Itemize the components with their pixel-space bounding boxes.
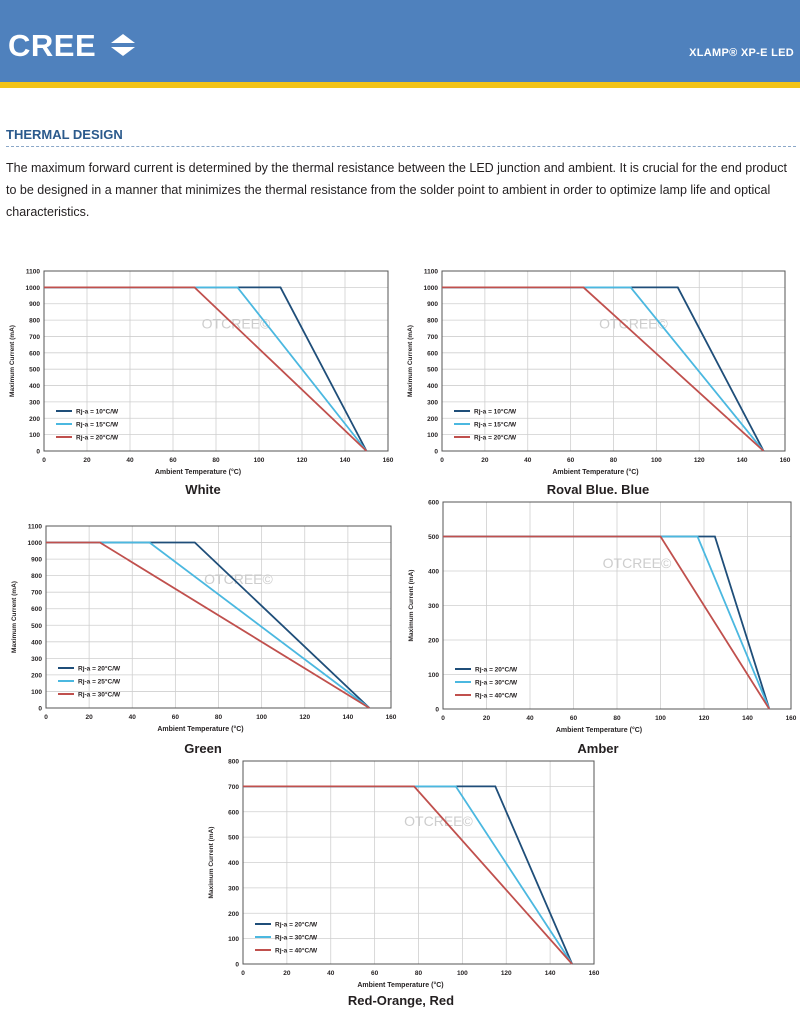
x-tick-label: 160 (779, 457, 791, 464)
caption-green: Green (184, 741, 222, 756)
x-tick-label: 80 (609, 457, 618, 464)
legend-label-3: Rj-a = 30°C/W (78, 691, 121, 699)
y-tick-label: 900 (427, 301, 438, 309)
x-tick-label: 140 (544, 970, 556, 977)
caption-amber: Amber (577, 741, 619, 756)
caption-royal-blue: Roval Blue. Blue (546, 482, 650, 497)
x-tick-label: 20 (283, 970, 291, 977)
y-tick-label: 100 (427, 432, 438, 440)
y-tick-label: 0 (434, 448, 438, 456)
x-tick-label: 160 (588, 970, 600, 977)
watermark: OTCREE© (404, 812, 473, 829)
chart-green (0, 503, 400, 738)
legend-label-1: Rj-a = 10°C/W (474, 408, 517, 416)
y-tick-label: 300 (31, 655, 42, 663)
y-tick-label: 200 (228, 910, 239, 918)
x-tick-label: 100 (253, 457, 265, 464)
y-tick-label: 600 (427, 350, 438, 358)
x-tick-label: 20 (83, 457, 91, 464)
y-tick-label: 300 (29, 399, 40, 407)
legend-label-3: Rj-a = 40°C/W (275, 947, 318, 955)
x-tick-label: 60 (171, 714, 179, 721)
y-tick-label: 200 (29, 415, 40, 423)
y-tick-label: 200 (427, 415, 438, 423)
y-axis-label: Maximum Current (mA) (407, 325, 414, 397)
y-tick-label: 0 (435, 706, 439, 714)
legend-label-1: Rj-a = 20°C/W (78, 665, 121, 673)
y-tick-label: 1000 (423, 284, 438, 292)
y-tick-label: 400 (29, 383, 40, 391)
y-tick-label: 100 (428, 672, 439, 679)
x-tick-label: 140 (342, 714, 354, 721)
y-tick-label: 0 (38, 705, 42, 713)
x-tick-label: 20 (85, 714, 93, 721)
caption-red: Red-Orange, Red (347, 993, 455, 1008)
intro-paragraph: The maximum forward current is determined by the thermal resistance between the LED junction and ambient. It is crucial for the end product to be designed in a manner that minimizes the thermal resistance from the solder point to ambient in order to optimize lamp life and optical characteristics. (6, 161, 787, 219)
x-tick-label: 140 (736, 457, 748, 464)
y-tick-label: 800 (427, 317, 438, 325)
x-tick-label: 20 (481, 457, 489, 464)
x-tick-label: 60 (371, 970, 379, 977)
chart-red (196, 757, 600, 993)
legend-label-3: Rj-a = 40°C/W (475, 692, 518, 700)
product-label: XLAMP® XP-E LED (689, 47, 794, 59)
y-tick-label: 400 (228, 860, 239, 867)
x-tick-label: 80 (613, 715, 621, 722)
x-axis-label: Ambient Temperature (°C) (357, 982, 444, 989)
watermark: OTCREE© (201, 315, 271, 332)
x-tick-label: 140 (339, 457, 351, 464)
x-tick-label: 120 (693, 457, 705, 464)
x-axis-label: Ambient Temperature (°C) (552, 469, 639, 476)
y-tick-label: 700 (29, 333, 40, 341)
x-tick-label: 120 (296, 457, 308, 464)
legend-label-2: Rj-a = 15°C/W (474, 421, 517, 429)
x-tick-label: 100 (456, 970, 468, 977)
y-tick-label: 200 (428, 637, 439, 645)
x-tick-label: 0 (44, 714, 48, 721)
x-tick-label: 100 (650, 457, 662, 464)
legend-label-2: Rj-a = 15°C/W (76, 421, 119, 429)
legend-label-1: Rj-a = 20°C/W (475, 666, 518, 674)
x-tick-label: 0 (440, 457, 444, 464)
x-tick-label: 140 (742, 715, 753, 722)
y-tick-label: 1000 (27, 540, 42, 548)
x-tick-label: 100 (256, 714, 268, 721)
y-tick-label: 900 (31, 556, 42, 564)
caption-white: White (185, 482, 221, 497)
y-tick-label: 400 (428, 568, 439, 576)
x-axis-label: Ambient Temperature (°C) (555, 727, 643, 734)
chart-svg (398, 248, 798, 478)
y-tick-label: 600 (29, 350, 40, 358)
y-tick-label: 600 (428, 499, 439, 507)
chart-svg (0, 248, 400, 478)
y-tick-label: 500 (29, 366, 40, 374)
y-tick-label: 500 (31, 622, 42, 630)
y-tick-label: 300 (228, 885, 239, 893)
x-tick-label: 20 (482, 715, 491, 722)
watermark: OTCREE© (602, 555, 672, 572)
y-tick-label: 600 (228, 809, 239, 817)
legend-label-2: Rj-a = 30°C/W (475, 679, 518, 687)
x-tick-label: 120 (698, 715, 710, 722)
x-tick-label: 40 (327, 970, 335, 977)
cree-logo: CREE (8, 28, 97, 63)
legend-label-1: Rj-a = 20°C/W (275, 921, 318, 929)
cree-chevron-icon (110, 33, 136, 57)
y-tick-label: 500 (427, 366, 438, 374)
y-tick-label: 600 (31, 606, 42, 614)
x-tick-label: 160 (785, 715, 797, 722)
y-tick-label: 300 (427, 399, 438, 407)
y-tick-label: 800 (29, 317, 40, 325)
x-tick-label: 120 (500, 970, 512, 977)
y-tick-label: 100 (31, 688, 42, 696)
x-tick-label: 80 (214, 714, 223, 721)
header-stripe (0, 82, 800, 88)
y-tick-label: 500 (428, 534, 439, 541)
y-tick-label: 100 (228, 936, 239, 944)
y-tick-label: 0 (235, 961, 239, 969)
x-tick-label: 160 (385, 714, 397, 721)
x-tick-label: 80 (212, 457, 220, 464)
x-tick-label: 40 (126, 457, 134, 464)
legend-label-3: Rj-a = 20°C/W (76, 434, 119, 442)
y-tick-label: 700 (228, 783, 239, 791)
chart-svg (398, 498, 800, 734)
y-tick-label: 1000 (25, 284, 40, 292)
y-tick-label: 800 (31, 573, 42, 581)
chart-svg (0, 503, 400, 738)
chart-svg (196, 757, 600, 993)
y-tick-label: 800 (228, 758, 239, 766)
y-tick-label: 0 (36, 448, 40, 456)
chart-white (0, 248, 400, 478)
y-axis-label: Maximum Current (mA) (208, 826, 215, 899)
x-tick-label: 60 (169, 457, 177, 464)
y-tick-label: 1100 (25, 268, 40, 276)
y-tick-label: 300 (428, 603, 439, 610)
y-axis-label: Maximum Current (mA) (9, 325, 16, 397)
x-tick-label: 120 (299, 714, 311, 721)
y-axis-label: Maximum Current (mA) (408, 569, 415, 642)
y-tick-label: 100 (29, 432, 40, 440)
y-tick-label: 400 (427, 383, 438, 391)
legend-label-1: Rj-a = 10°C/W (76, 408, 119, 416)
x-tick-label: 80 (414, 970, 423, 977)
x-tick-label: 100 (655, 715, 666, 722)
y-tick-label: 200 (31, 672, 42, 680)
section-title: THERMAL DESIGN (6, 127, 123, 142)
x-tick-label: 60 (567, 457, 575, 464)
legend-label-2: Rj-a = 25°C/W (78, 678, 121, 686)
x-tick-label: 0 (42, 457, 46, 464)
chart-royal-blue (398, 248, 798, 478)
legend-label-3: Rj-a = 20°C/W (474, 434, 517, 442)
y-tick-label: 1100 (423, 268, 438, 276)
x-tick-label: 0 (241, 970, 245, 977)
y-tick-label: 900 (29, 301, 40, 309)
y-tick-label: 400 (31, 639, 42, 647)
legend-label-2: Rj-a = 30°C/W (275, 934, 318, 942)
x-tick-label: 40 (128, 714, 136, 721)
y-tick-label: 700 (427, 333, 438, 341)
y-axis-label: Maximum Current (mA) (11, 581, 18, 653)
x-tick-label: 60 (569, 715, 578, 722)
watermark: OTCREE© (599, 315, 668, 332)
x-tick-label: 40 (526, 715, 534, 722)
y-tick-label: 700 (31, 589, 42, 597)
section-divider (6, 146, 796, 147)
x-tick-label: 40 (524, 457, 532, 464)
y-tick-label: 1100 (27, 523, 42, 531)
y-tick-label: 500 (228, 834, 239, 842)
x-tick-label: 0 (441, 715, 445, 722)
x-axis-label: Ambient Temperature (°C) (154, 469, 242, 476)
x-tick-label: 160 (382, 457, 394, 464)
watermark: OTCREE© (204, 571, 273, 588)
x-axis-label: Ambient Temperature (°C) (157, 726, 244, 733)
chart-amber (398, 498, 800, 734)
